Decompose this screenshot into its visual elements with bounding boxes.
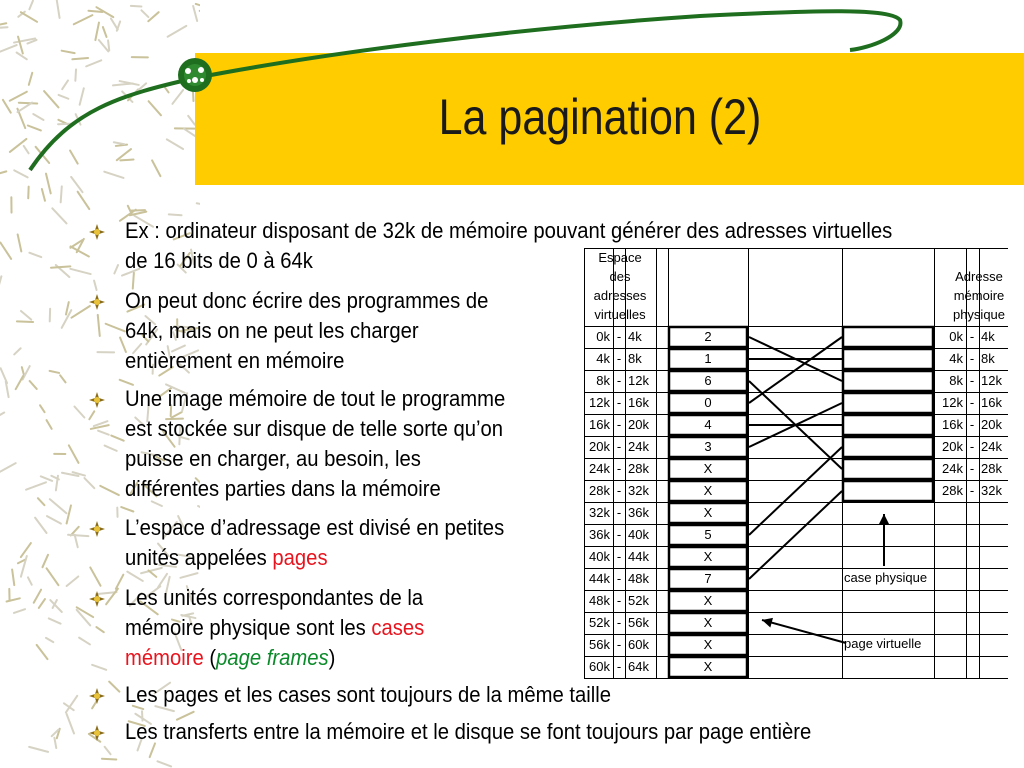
range-dash: - [616, 417, 622, 432]
virtual-range-to: 4k [628, 329, 642, 344]
virtual-range-to: 56k [628, 615, 649, 630]
highlight-memoire: mémoire [125, 645, 204, 670]
bullet-text: Ex : ordinateur disposant de 32k de mémoire pouvant générer des adresses virtuelles [125, 218, 893, 243]
frame-number: X [703, 615, 713, 630]
physical-range-from: 8k [949, 373, 963, 388]
header-physical-address: Adresse [955, 269, 1003, 284]
frame-number: 5 [704, 527, 712, 542]
bullet-text: est stockée sur disque de telle sorte qu’on [125, 416, 504, 441]
range-dash: - [616, 659, 622, 674]
bullet-icon [88, 590, 106, 608]
header-virtual-space: adresses [593, 288, 647, 303]
arrow-head-icon [879, 514, 889, 524]
mapping-line [749, 491, 842, 579]
physical-range-from: 24k [942, 461, 963, 476]
range-dash: - [616, 571, 622, 586]
physical-range-to: 28k [981, 461, 1002, 476]
physical-range-to: 32k [981, 483, 1002, 498]
virtual-range-from: 28k [589, 483, 610, 498]
virtual-range-from: 8k [596, 373, 610, 388]
physical-frame-box [843, 459, 933, 479]
arrow-head-icon [762, 618, 773, 628]
virtual-range-to: 20k [628, 417, 649, 432]
range-dash: - [969, 395, 975, 410]
physical-range-from: 0k [949, 329, 963, 344]
page-table-diagram [584, 248, 1008, 685]
highlight-cases: cases [371, 615, 425, 640]
frame-number: X [703, 505, 713, 520]
virtual-range-to: 60k [628, 637, 649, 652]
bullet-icon [88, 520, 106, 538]
frame-number: 1 [704, 351, 712, 366]
virtual-range-to: 28k [628, 461, 649, 476]
bullet-text: entièrement en mémoire [125, 348, 345, 373]
range-dash: - [616, 395, 622, 410]
virtual-range-from: 4k [596, 351, 610, 366]
virtual-range-from: 44k [589, 571, 610, 586]
virtual-range-to: 52k [628, 593, 649, 608]
frame-number: X [703, 549, 713, 564]
range-dash: - [616, 615, 622, 630]
frame-number: 0 [704, 395, 712, 410]
bullet-text: ) [328, 645, 336, 670]
physical-range-from: 20k [942, 439, 963, 454]
virtual-range-from: 20k [589, 439, 610, 454]
physical-range-to: 8k [981, 351, 995, 366]
range-dash: - [616, 373, 622, 388]
virtual-range-from: 56k [589, 637, 610, 652]
virtual-range-to: 24k [628, 439, 649, 454]
physical-range-from: 16k [942, 417, 963, 432]
bullet-icon [88, 293, 106, 311]
virtual-range-to: 48k [628, 571, 649, 586]
slide-title: La pagination (2) [438, 89, 762, 145]
virtual-range-from: 52k [589, 615, 610, 630]
range-dash: - [616, 505, 622, 520]
virtual-range-from: 24k [589, 461, 610, 476]
virtual-range-from: 36k [589, 527, 610, 542]
range-dash: - [616, 593, 622, 608]
frame-number: 4 [704, 417, 712, 432]
bullet-text: puisse en charger, au besoin, les [125, 446, 421, 471]
virtual-range-to: 44k [628, 549, 649, 564]
bullet-icon [88, 391, 106, 409]
physical-range-to: 16k [981, 395, 1002, 410]
header-virtual-space: virtuelles [594, 307, 646, 322]
arrow-page-virtuelle [762, 620, 846, 643]
bullet-text: Les transferts entre la mémoire et le disque se font toujours par page entière [125, 719, 812, 744]
frame-number: 6 [704, 373, 712, 388]
physical-frame-box [843, 349, 933, 369]
physical-frame-box [843, 371, 933, 391]
label-case-physique: case physique [844, 570, 928, 585]
physical-range-from: 12k [942, 395, 963, 410]
range-dash: - [616, 461, 622, 476]
range-dash: - [616, 483, 622, 498]
bullet-text: Les pages et les cases sont toujours de la même taille [125, 682, 612, 707]
header-virtual-space: Espace [598, 250, 642, 265]
physical-range-from: 28k [942, 483, 963, 498]
range-dash: - [969, 373, 975, 388]
label-page-virtuelle: page virtuelle [844, 636, 922, 651]
physical-frame-box [843, 437, 933, 457]
bullet-text: L’espace d’adressage est divisé en petites [125, 515, 505, 540]
page-table-svg [584, 248, 1008, 680]
bullet-icon [88, 687, 106, 705]
frame-number: X [703, 637, 713, 652]
range-dash: - [969, 439, 975, 454]
bullet-icon [88, 223, 106, 241]
range-dash: - [616, 637, 622, 652]
frame-number: 7 [704, 571, 712, 586]
virtual-range-from: 48k [589, 593, 610, 608]
physical-range-from: 4k [949, 351, 963, 366]
virtual-range-to: 40k [628, 527, 649, 542]
highlight-pages: pages [272, 545, 328, 570]
logo-icon [178, 58, 212, 92]
frame-number: 3 [704, 439, 712, 454]
physical-frame-box [843, 415, 933, 435]
virtual-range-to: 12k [628, 373, 649, 388]
range-dash: - [616, 439, 622, 454]
virtual-range-to: 8k [628, 351, 642, 366]
frame-number: X [703, 461, 713, 476]
range-dash: - [969, 483, 975, 498]
range-dash: - [616, 549, 622, 564]
bullet-text: de 16 bits de 0 à 64k [125, 248, 313, 273]
range-dash: - [616, 351, 622, 366]
physical-frame-box [843, 393, 933, 413]
virtual-range-from: 16k [589, 417, 610, 432]
virtual-range-from: 0k [596, 329, 610, 344]
physical-frame-box [843, 481, 933, 501]
bullet-text: Les unités correspondantes de la [125, 585, 424, 610]
virtual-range-to: 32k [628, 483, 649, 498]
physical-range-to: 12k [981, 373, 1002, 388]
mapping-line [749, 447, 842, 535]
bullet-text: mémoire physique sont les [125, 615, 372, 640]
header-physical-address: mémoire [953, 288, 1005, 303]
range-dash: - [969, 461, 975, 476]
physical-range-to: 20k [981, 417, 1002, 432]
header-virtual-space: des [609, 269, 631, 284]
physical-range-to: 4k [981, 329, 995, 344]
range-dash: - [969, 351, 975, 366]
frame-number: X [703, 593, 713, 608]
range-dash: - [616, 527, 622, 542]
virtual-range-to: 36k [628, 505, 649, 520]
virtual-range-from: 32k [589, 505, 610, 520]
range-dash: - [969, 329, 975, 344]
physical-frame-box [843, 327, 933, 347]
range-dash: - [616, 329, 622, 344]
bullet-text: différentes parties dans la mémoire [125, 476, 441, 501]
bullet-text: Une image mémoire de tout le programme [125, 386, 506, 411]
range-dash: - [969, 417, 975, 432]
bullet-text: ( [203, 645, 217, 670]
physical-range-to: 24k [981, 439, 1002, 454]
virtual-range-to: 16k [628, 395, 649, 410]
virtual-range-from: 12k [589, 395, 610, 410]
frame-number: 2 [704, 329, 712, 344]
frame-number: X [703, 483, 713, 498]
frame-number: X [703, 659, 713, 674]
virtual-range-from: 40k [589, 549, 610, 564]
highlight-page-frames: page frames [216, 645, 329, 670]
virtual-range-to: 64k [628, 659, 649, 674]
bullet-text: unités appelées [125, 545, 273, 570]
bullet-text: On peut donc écrire des programmes de [125, 288, 489, 313]
bullet-text: 64k, mais on ne peut les charger [125, 318, 419, 343]
virtual-range-from: 60k [589, 659, 610, 674]
header-physical-address: physique [952, 307, 1006, 322]
bullet-icon [88, 724, 106, 742]
